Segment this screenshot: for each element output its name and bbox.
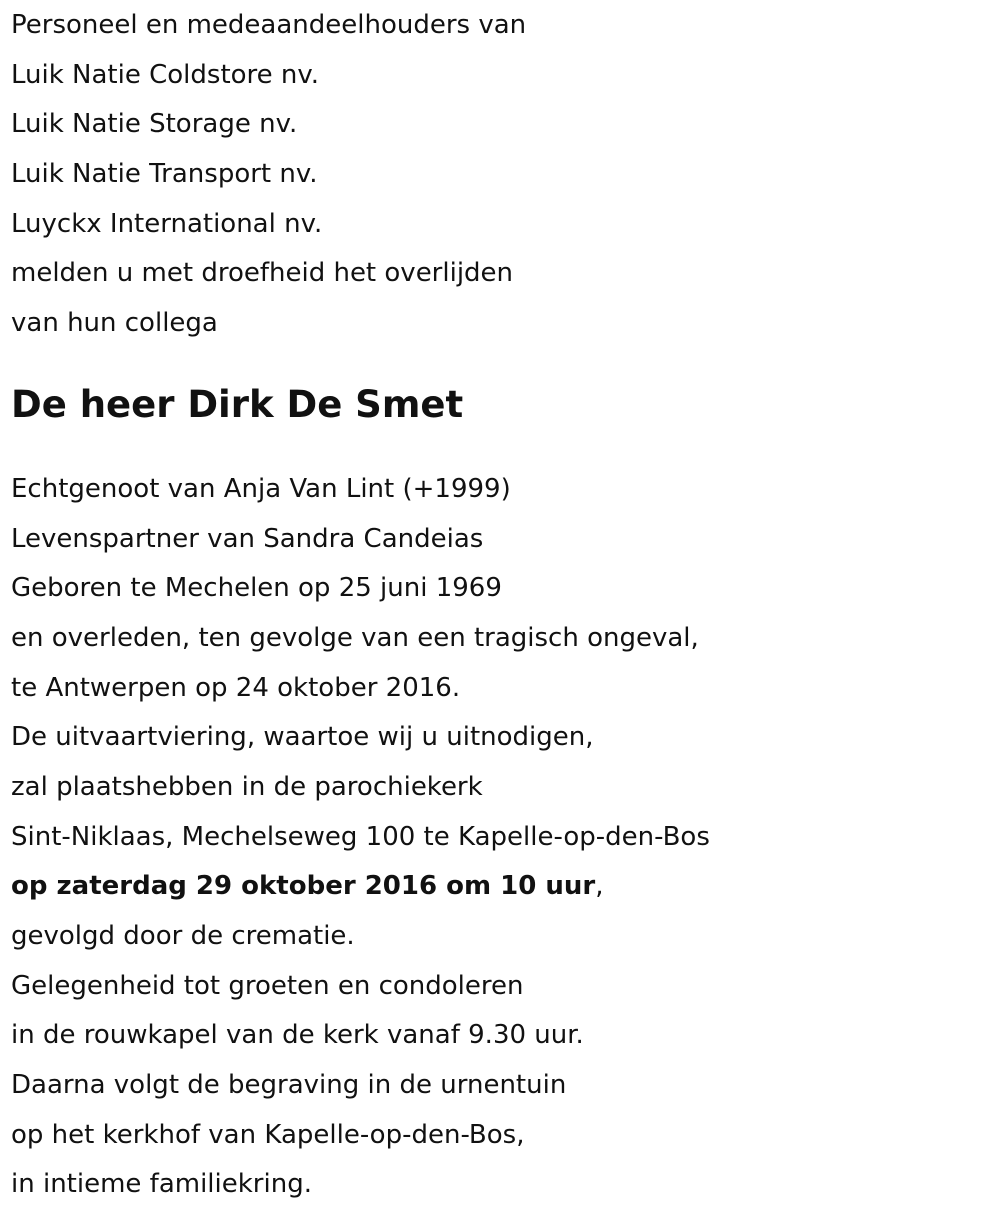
obituary-details bbox=[11, 465, 991, 1210]
cremation-line: gevolgd door de crematie. bbox=[11, 921, 355, 951]
funeral-line: zal plaatshebben in de parochiekerk bbox=[11, 771, 483, 802]
intro-line: Luyckx International nv. bbox=[11, 208, 323, 239]
intro-line: Personeel en medeaandeelhouders van bbox=[11, 10, 527, 40]
intro-line: Luik Natie Storage nv. bbox=[11, 109, 298, 140]
death-line: te Antwerpen op 24 oktober 2016. bbox=[11, 672, 461, 703]
burial-line: Daarna volgt de begraving in de urnentuin bbox=[11, 1070, 567, 1101]
funeral-date: op zaterdag 29 oktober 2016 om 10 uur bbox=[11, 871, 596, 902]
funeral-line: Sint-Niklaas, Mechelseweg 100 te Kapelle-op-den-Bos bbox=[11, 821, 710, 852]
intro-line: van hun collega bbox=[11, 308, 218, 339]
funeral-line: De uitvaartviering, waartoe wij u uitnodigen, bbox=[11, 722, 594, 753]
burial-line: in intieme familiekring. bbox=[11, 1169, 312, 1200]
announcement-intro bbox=[11, 1, 991, 349]
funeral-date-line bbox=[11, 862, 991, 912]
birth-line: Geboren te Mechelen op 25 juni 1969 bbox=[11, 573, 502, 604]
intro-line: Luik Natie Transport nv. bbox=[11, 159, 318, 190]
condolence-line: in de rouwkapel van de kerk vanaf 9.30 uur. bbox=[11, 1020, 584, 1051]
obituary-notice bbox=[11, 0, 991, 1210]
funeral-date-suffix: , bbox=[595, 871, 604, 902]
burial-line: op het kerkhof van Kapelle-op-den-Bos, bbox=[11, 1119, 525, 1150]
death-line: en overleden, ten gevolge van een tragisch ongeval, bbox=[11, 622, 699, 653]
deceased-name: De heer Dirk De Smet bbox=[11, 382, 464, 426]
condolence-line: Gelegenheid tot groeten en condoleren bbox=[11, 970, 524, 1001]
intro-line: Luik Natie Coldstore nv. bbox=[11, 59, 320, 90]
intro-line: melden u met droefheid het overlijden bbox=[11, 258, 514, 289]
partner-line: Levenspartner van Sandra Candeias bbox=[11, 523, 484, 554]
spouse-line: Echtgenoot van Anja Van Lint (+1999) bbox=[11, 473, 511, 504]
